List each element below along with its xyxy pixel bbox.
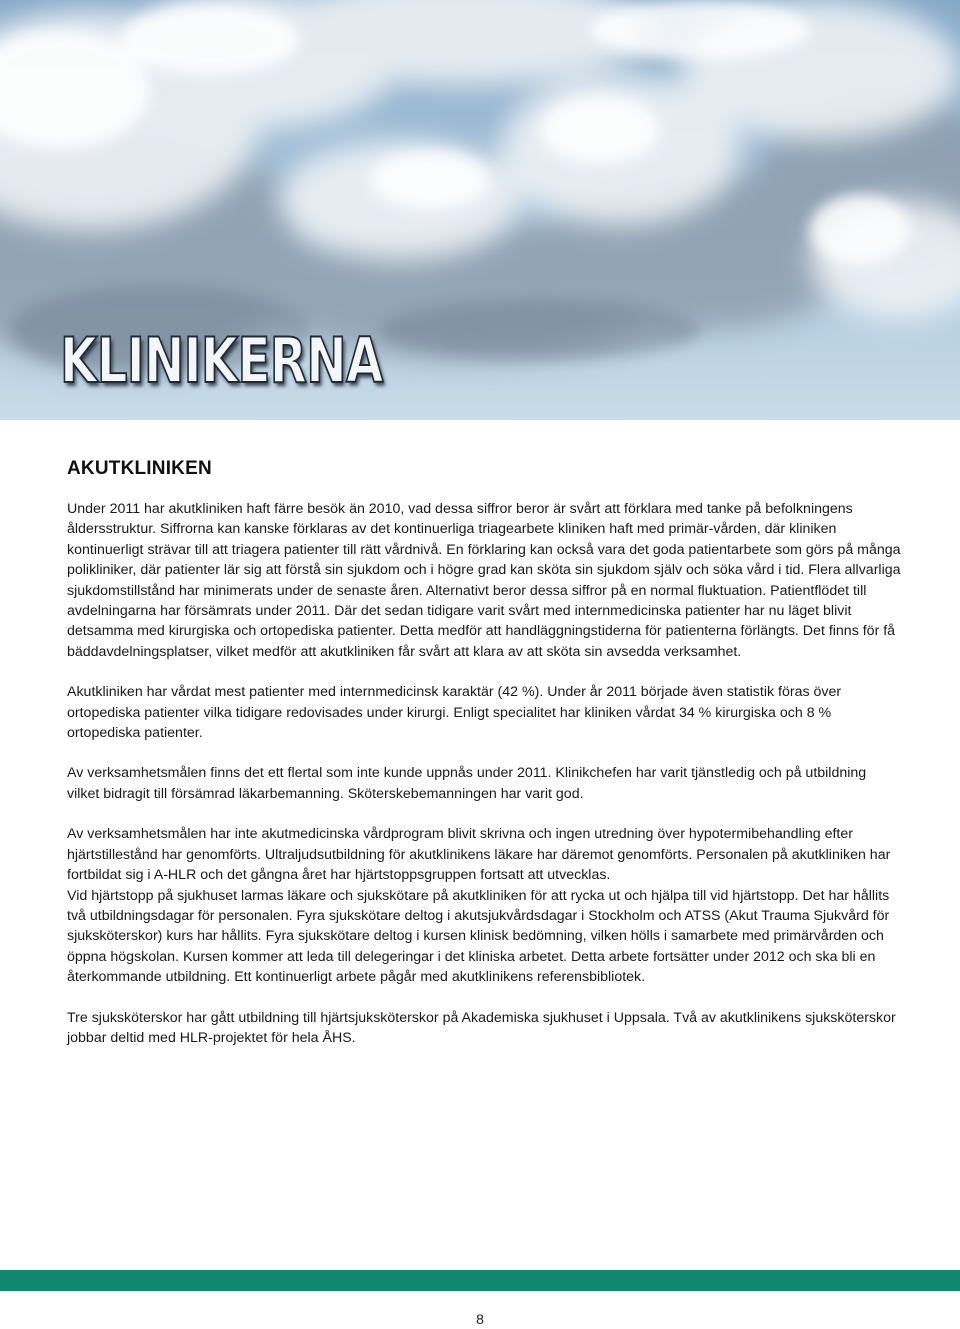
section-heading: AKUTKLINIKEN [67,458,212,479]
paragraph-4-part-1: Av verksamhetsmålen har inte akutmedicinska vårdprogram blivit skrivna och ingen utredning över hypotermibehandling efter hjärtstillestånd har genomförts. Ultraljudsutbildning för akutklinikens läkare har däremot genomförts. Personalen på akutkliniken har fortbildat sig i A-HLR och det gångna året har hjärtstoppsgruppen fortsatt att utvecklas. [67,826,891,884]
header-banner [0,0,960,420]
paragraph-5: Tre sjuksköterskor har gått utbildning till hjärtsjuksköterskor på Akademiska sjukhuset i Uppsala. Två av akutklinikens sjuksköterskor jobbar deltid med HLR-projektet för hela ÅHS. [67,1009,896,1046]
paragraph-3: Av verksamhetsmålen finns det ett flertal som inte kunde uppnås under 2011. Klinikchefen har varit tjänstledig och på utbildning vilket bidragit till försämrad läkarbemanning. Sköterskebemanningen har varit god. [67,765,867,802]
footer-band [0,1270,960,1291]
paragraph-1: Under 2011 har akutkliniken haft färre besök än 2010, vad dessa siffror beror är svårt att förklara med tanke på befolkningens åldersstruktur. Siffrorna kan kanske förklaras av det kontinuerliga triagearbete kliniken haft med primär-vården, där kliniken kontinuerligt strävar till att triagera patienter till rätt vårdnivå. En förklaring kan också vara det goda patientarbete som görs på många polikliniker, där patienter lär sig att förstå sin sjukdom och i högre grad kan sköta sin sjukdom själv och söka vård i tid. Flera allvarliga sjukdomstillstånd har minimerats under de senaste åren. Alternativt beror dessa siffror på en normal fluktuation. Patientflödet till avdelningarna har försämrats under 2011. Där det sedan tidigare varit svårt med internmedicinska patienter har nu läget blivit detsamma med kirurgiska och ortopediska patienter. Detta medför att handläggningstiderna för patienterna förlängts. Det finns för få bäddavdelningsplatser, vilket medför att akutkliniken får svårt att klara av att sköta sin avsedda verksamhet. [67,501,901,660]
paragraph-2: Akutkliniken har vårdat mest patienter med internmedicinsk karaktär (42 %). Under år 2011 började även statistik föras över ortopediska patienter vilka tidigare redovisades under kirurgi. Enligt specialitet har kliniken vårdat 34 % kirurgiska och 8 % ortopediska patienter. [67,684,842,742]
paragraph-4 [67,824,902,987]
paragraph-4-part-2: Vid hjärtstopp på sjukhuset larmas läkare och sjukskötare på akutkliniken för att rycka ut och hjälpa till vid hjärtstopp. Det har hållits två utbildningsdagar för personalen. Fyra sjukskötare deltog i akutsjukvårdsdagar i Stockholm och ATSS (Akut Trauma Sjukvård för sjuksköterskor) kurs har hållits. Fyra sjukskötare deltog i kursen klinisk bedömning, vilken hölls i samarbete med primärvården och öppna högskolan. Kursen kommer att leda till delegeringar i det kliniska arbetet. Detta arbete fortsätter under 2012 och ska bli en återkommande utbildning. Ett kontinuerligt arbete pågår med akutklinikens referensbibliotek. [67,887,890,986]
article-content [67,458,902,1068]
banner-title: KLINIKERNA [60,324,383,397]
page-number: 8 [476,1311,484,1327]
